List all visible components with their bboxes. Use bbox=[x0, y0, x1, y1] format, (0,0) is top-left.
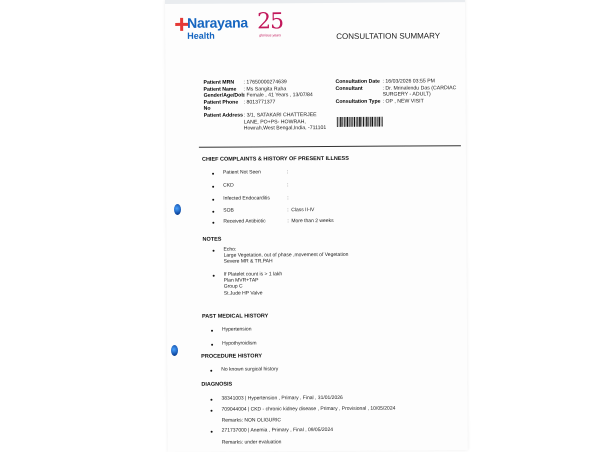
complaint-name: SOB bbox=[223, 207, 234, 214]
bullet-icon bbox=[212, 211, 214, 213]
history-item: Hypertension bbox=[221, 326, 252, 333]
hole-punch-icon bbox=[171, 345, 178, 356]
top-strip bbox=[165, 0, 465, 4]
patient-phone-label: Patient Phone No bbox=[203, 99, 239, 113]
bullet-icon bbox=[211, 431, 213, 433]
hole-punch-icon bbox=[174, 204, 181, 215]
diagnosis-remarks: Remarks: NON OLIGURIC bbox=[221, 417, 282, 424]
complaint-colon: : bbox=[287, 182, 289, 189]
consultation-date-value: : 16/03/2026 03:55 PM bbox=[382, 78, 436, 85]
complaint-detail: Class II-IV bbox=[291, 207, 315, 214]
diagnosis-item: 709044004 | CKD - chronic kidney disease , Primary , Provisional , 10/05/2024 bbox=[221, 405, 396, 413]
patient-phone-value: : 8013771377 bbox=[243, 99, 276, 106]
bullet-icon bbox=[212, 173, 214, 175]
diagnosis-item: 271737000 | Anemia , Primary , Final , 09/05/2024 bbox=[221, 426, 334, 434]
patient-mrn-label: Patient MRN bbox=[203, 79, 235, 86]
brand-sub: Health bbox=[187, 30, 215, 41]
document-title: CONSULTATION SUMMARY bbox=[336, 31, 441, 41]
complaints-title: CHIEF COMPLAINTS & HISTORY OF PRESENT ILLNESS bbox=[201, 155, 349, 163]
patient-name-value: : Ms Sangita Raha bbox=[243, 85, 287, 93]
consultant-label: Consultant bbox=[335, 85, 363, 92]
notes-line: Severe MR & TR,PAH bbox=[223, 258, 273, 266]
consultation-info bbox=[335, 78, 460, 105]
notes-title: NOTES bbox=[202, 236, 222, 243]
patient-gender-value: : Female , 41 Years , 13/07/84 bbox=[243, 92, 313, 99]
patient-mrn-value: : 17650000274639 bbox=[243, 79, 287, 86]
procedure-item: No known surgical history bbox=[221, 366, 279, 373]
diagnosis-title: DIAGNOSIS bbox=[201, 381, 233, 388]
complaint-colon: : bbox=[287, 207, 289, 214]
patient-address-row bbox=[204, 112, 332, 133]
bullet-icon bbox=[212, 186, 214, 188]
notes-line: Large Vegetation, out of phase ,movement of Vegetation bbox=[223, 252, 349, 259]
bullet-icon bbox=[211, 410, 213, 412]
consultation-date-label: Consultation Date bbox=[335, 78, 380, 85]
bullet-icon bbox=[211, 344, 213, 346]
diagnosis-item: 38341003 | Hypertension , Primary , Final , 31/01/2026 bbox=[221, 394, 343, 402]
bullet-icon bbox=[212, 222, 214, 224]
complaint-name: CKD bbox=[223, 182, 234, 189]
notes-line: Echo: bbox=[223, 246, 237, 253]
patient-phone-row bbox=[204, 99, 332, 113]
procedure-history-title: PROCEDURE HISTORY bbox=[201, 353, 263, 360]
bullet-icon bbox=[213, 275, 215, 277]
complaint-colon: : bbox=[287, 169, 289, 176]
header-divider bbox=[199, 145, 461, 148]
brand-name: Narayana bbox=[187, 14, 248, 31]
anniversary-text: glorious years bbox=[259, 33, 282, 38]
consultation-type-value: : OP , NEW VISIT bbox=[382, 98, 424, 105]
bullet-icon bbox=[212, 199, 214, 201]
bullet-icon bbox=[211, 330, 213, 332]
notes-line: St.Jude HP Valve bbox=[223, 290, 263, 297]
complaint-name: Infected Endocarditis bbox=[223, 195, 270, 202]
history-item: Hypothyroidism bbox=[222, 340, 257, 347]
patient-gender-label: Gender/Age/Dob bbox=[203, 92, 245, 99]
patient-name-label: Patient Name bbox=[203, 86, 237, 93]
past-history-title: PAST MEDICAL HISTORY bbox=[201, 313, 269, 320]
consultation-type-label: Consultation Type bbox=[335, 98, 381, 105]
complaint-name: Patient Not Seen bbox=[223, 169, 261, 176]
notes-line: Group C bbox=[223, 283, 243, 291]
anniversary-number: 25 bbox=[257, 9, 284, 35]
bullet-icon bbox=[210, 370, 212, 372]
notes-line: Plan MVR+TAP bbox=[223, 277, 259, 284]
consultation-summary-page bbox=[165, 0, 468, 452]
consultant-value: : Dr. Mrinalendu Das (CARDIAC SURGERY - ADULT) bbox=[382, 84, 457, 98]
complaint-colon: : bbox=[287, 218, 289, 225]
consultant-row bbox=[336, 85, 461, 99]
notes-line: If Platelet count is > 1 lakh bbox=[223, 271, 283, 278]
notes-block bbox=[224, 246, 349, 265]
bullet-icon bbox=[210, 399, 212, 401]
consultation-type-row bbox=[336, 98, 461, 105]
patient-address-label: Patient Address bbox=[203, 112, 244, 119]
patient-address-value: : 3/1, SATAKARI CHATTERJEE LANE, PO+PS- HOWRAH, Howrah,West Bengal,India, -711101 bbox=[243, 112, 327, 132]
complaint-name: Received Antibiotic bbox=[223, 218, 266, 225]
patient-info bbox=[203, 79, 331, 133]
bullet-icon bbox=[213, 250, 215, 252]
barcode-icon bbox=[337, 117, 383, 127]
complaint-detail: More than 2 weeks bbox=[291, 217, 334, 225]
diagnosis-remarks: Remarks: under evaluation bbox=[221, 439, 282, 446]
complaint-colon: : bbox=[287, 195, 289, 202]
notes-block bbox=[224, 271, 283, 296]
